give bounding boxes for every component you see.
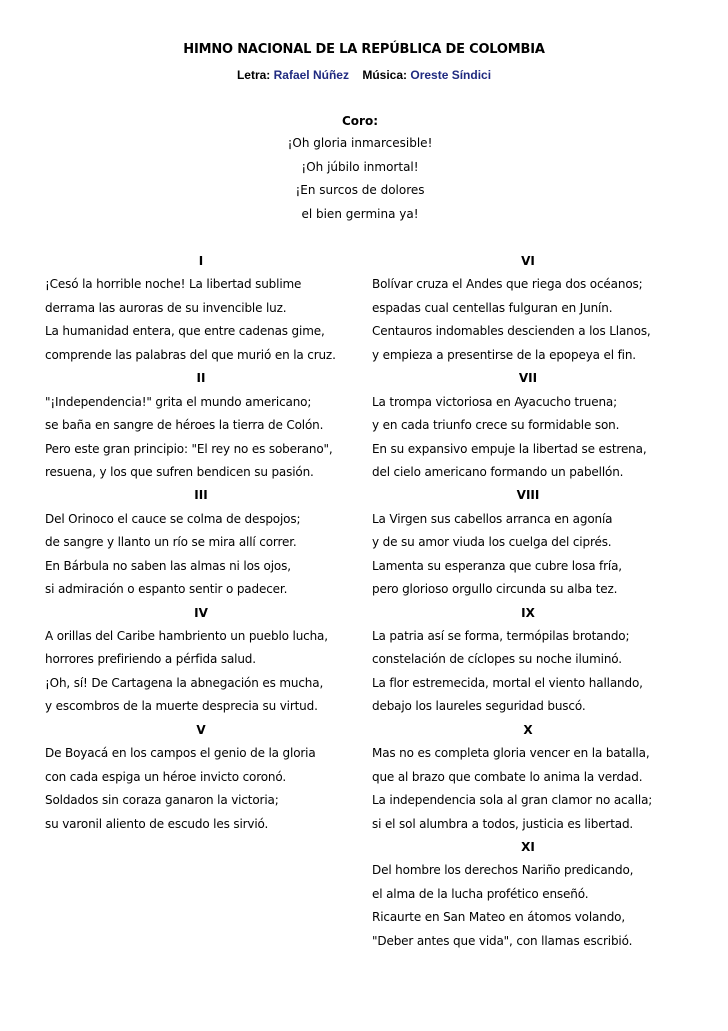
letra-label: Letra: <box>236 68 271 82</box>
verse-line: La Virgen sus cabellos arranca en agonía <box>372 511 613 526</box>
verse-line: su varonil aliento de escudo les sirvió. <box>45 816 269 831</box>
coro-heading: Coro: <box>341 114 378 128</box>
coro-line: ¡Oh júbilo inmortal! <box>301 159 419 174</box>
stanza <box>45 485 365 602</box>
stanza-number: V <box>196 722 206 737</box>
stanza-number: III <box>194 488 208 503</box>
stanza-number: XI <box>521 839 535 854</box>
verse-line: En Bárbula no saben las almas ni los ojos, <box>45 558 291 573</box>
coro-line: ¡Oh gloria inmarcesible! <box>287 136 433 150</box>
stanza-number: VI <box>521 254 535 268</box>
verse-line: ¡Oh, sí! De Cartagena la abnegación es mucha, <box>45 675 324 690</box>
coro-lines <box>272 133 448 227</box>
stanza <box>372 485 692 602</box>
coro-line: ¡En surcos de dolores <box>295 183 425 197</box>
verse-line: Del Orinoco el cauce se colma de despojos; <box>45 511 301 526</box>
verse-line: Ricaurte en San Mateo en átomos volando, <box>372 910 626 925</box>
stanza <box>372 368 692 485</box>
verse-line: La flor estremecida, mortal el viento hallando, <box>372 675 643 690</box>
stanza <box>45 368 365 485</box>
verse-line: si admiración o espanto sentir o padecer. <box>45 582 288 597</box>
stanza-number: VII <box>518 371 538 386</box>
stanza-number: II <box>196 371 206 386</box>
stanza-number: IV <box>194 605 208 620</box>
verse-line: el alma de la lucha profético enseñó. <box>372 886 589 901</box>
verse-line: En su expansivo empuje la libertad se estrena, <box>372 441 647 456</box>
stanza <box>45 720 365 837</box>
verse-line: ¡Cesó la horrible noche! La libertad sublime <box>45 277 302 292</box>
verse-line: La patria así se forma, termópilas brotando; <box>372 629 630 643</box>
verse-line: resuena, y los que sufren bendicen su pasión. <box>45 464 314 479</box>
stanza <box>372 720 692 837</box>
stanza-number: VIII <box>516 488 540 503</box>
verse-line: comprende las palabras del que murió en la cruz. <box>45 347 336 362</box>
stanza <box>45 251 365 368</box>
stanza <box>372 603 692 720</box>
verse-line: se baña en sangre de héroes la tierra de Colón. <box>45 418 324 433</box>
stanza-number: X <box>523 722 533 737</box>
document-title: HIMNO NACIONAL DE LA REPÚBLICA DE COLOMBIA <box>183 42 545 57</box>
verse-line: con cada espiga un héroe invicto coronó. <box>45 769 287 784</box>
verse-line: La humanidad entera, que entre cadenas gime, <box>45 324 325 339</box>
verse-line: del cielo americano formando un pabellón. <box>372 464 624 479</box>
verse-line: que al brazo que combate lo anima la verdad. <box>372 769 643 784</box>
verse-line: y escombros de la muerte desprecia su virtud. <box>45 699 318 714</box>
verse-line: constelación de cíclopes su noche iluminó. <box>372 652 622 667</box>
stanza <box>372 837 692 954</box>
verse-line: y de su amor viuda los cuelga del ciprés. <box>372 535 612 550</box>
verse-line: pero glorioso orgullo circunda su alba tez. <box>372 582 618 597</box>
verse-line: Del hombre los derechos Nariño predicando, <box>372 863 634 878</box>
verse-line: Lamenta su esperanza que cubre losa fría, <box>372 558 622 573</box>
stanza <box>45 603 365 720</box>
coro-line: el bien germina ya! <box>301 206 419 221</box>
verse-line: y empieza a presentirse de la epopeya el fin. <box>372 347 636 362</box>
verse-line: de sangre y llanto un río se mira allí correr. <box>45 535 297 550</box>
credits-line <box>0 68 728 82</box>
verse-line: debajo los laureles seguridad buscó. <box>372 699 586 714</box>
musica-label: Música: <box>362 68 408 82</box>
verse-line: "Deber antes que vida", con llamas escribió. <box>372 933 633 948</box>
verse-line: Mas no es completa gloria vencer en la batalla, <box>372 746 650 761</box>
left-column <box>45 251 365 837</box>
stanza-number: I <box>198 254 204 268</box>
verse-line: Soldados sin coraza ganaron la victoria; <box>45 793 279 808</box>
verse-line: La trompa victoriosa en Ayacucho truena; <box>372 394 617 409</box>
letra-author: Rafael Núñez <box>273 68 349 82</box>
right-column <box>372 251 692 954</box>
musica-author: Oreste Síndici <box>410 68 492 82</box>
verse-line: espadas cual centellas fulguran en Junín. <box>372 300 613 315</box>
verse-line: Bolívar cruza el Andes que riega dos océanos; <box>372 277 643 292</box>
verse-line: A orillas del Caribe hambriento un pueblo lucha, <box>45 629 328 643</box>
verse-line: si el sol alumbra a todos, justicia es libertad. <box>372 816 634 831</box>
verse-line: horrores prefiriendo a pérfida salud. <box>45 652 256 667</box>
stanza-number: IX <box>521 605 535 620</box>
verse-line: Centauros indomables descienden a los Llanos, <box>372 324 651 339</box>
verse-line: "¡Independencia!" grita el mundo americano; <box>45 394 312 409</box>
stanza <box>372 251 692 368</box>
verse-line: derrama las auroras de su invencible luz. <box>45 300 287 315</box>
verse-line: De Boyacá en los campos el genio de la gloria <box>45 746 316 761</box>
verse-line: y en cada triunfo crece su formidable son. <box>372 418 620 433</box>
verse-line: La independencia sola al gran clamor no acalla; <box>372 793 653 808</box>
verse-line: Pero este gran principio: "El rey no es soberano", <box>45 441 333 456</box>
